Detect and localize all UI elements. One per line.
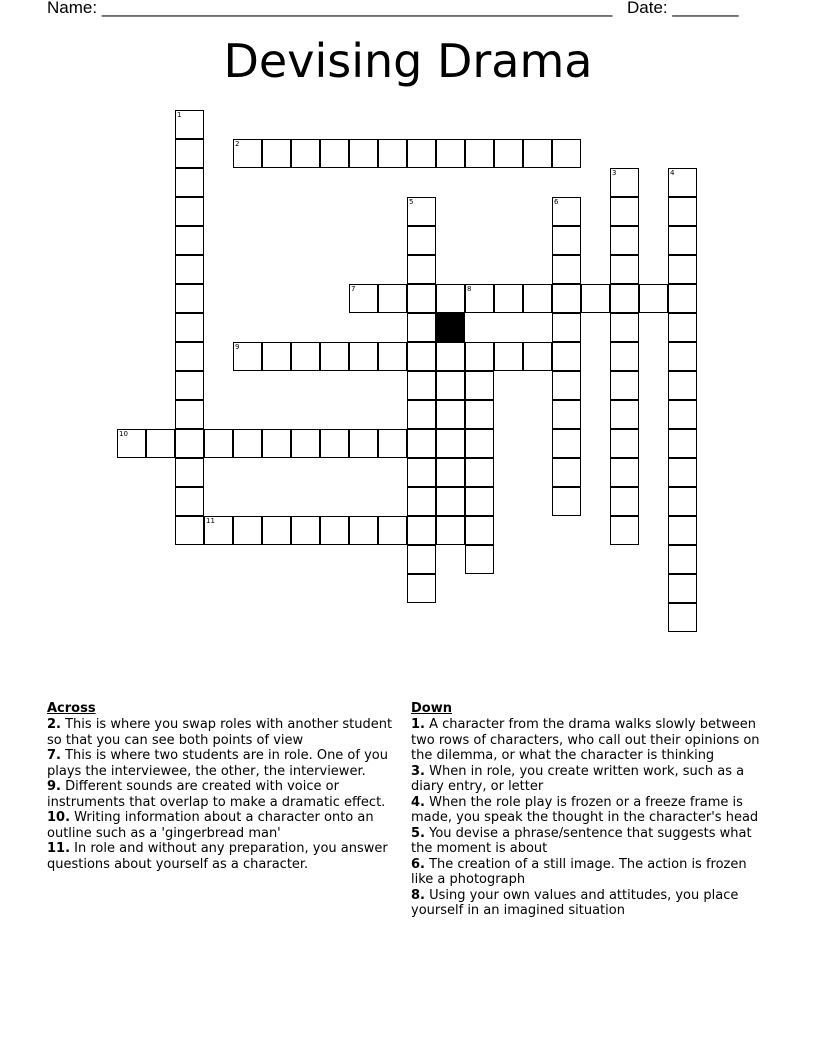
crossword-cell[interactable] [552,400,581,429]
crossword-cell[interactable] [407,371,436,400]
clue-item [47,717,407,748]
crossword-cell[interactable] [465,516,494,545]
crossword-cell[interactable] [349,139,378,168]
crossword-cell[interactable] [552,226,581,255]
crossword-cell[interactable] [436,429,465,458]
clue-number-label: 2. [47,717,61,732]
crossword-cell[interactable] [436,371,465,400]
clue-text: Different sounds are created with voice or instruments that overlap to make a dramatic effect. [47,779,386,810]
crossword-cell[interactable] [465,545,494,574]
crossword-cell[interactable] [436,458,465,487]
crossword-cell[interactable] [494,342,523,371]
crossword-cell[interactable] [291,516,320,545]
clue-number: 2 [235,140,240,148]
crossword-cell[interactable] [407,516,436,545]
crossword-cell[interactable] [668,545,697,574]
crossword-cell[interactable] [552,255,581,284]
crossword-cell[interactable] [407,429,436,458]
crossword-cell[interactable] [349,284,378,313]
crossword-cell[interactable] [668,516,697,545]
clue-number-label: 9. [47,779,61,794]
crossword-cell[interactable] [668,487,697,516]
crossword-cell[interactable] [668,603,697,632]
crossword-cell[interactable] [407,255,436,284]
crossword-cell[interactable] [465,371,494,400]
crossword-cell[interactable] [175,168,204,197]
crossword-cell[interactable] [494,139,523,168]
crossword-cell[interactable] [407,545,436,574]
clue-number-label: 5. [411,825,425,841]
clue-item [47,748,407,779]
name-label: Name: [47,0,98,17]
clue-text: In role and without any preparation, you answer questions about yourself as a character. [47,841,388,872]
crossword-cell[interactable] [436,400,465,429]
crossword-cell[interactable] [407,342,436,371]
crossword-cell[interactable] [552,487,581,516]
clue-number-label: 6. [411,856,425,872]
crossword-cell[interactable] [175,139,204,168]
crossword-cell[interactable] [668,168,697,197]
clue-number: 3 [612,169,617,177]
clue-number-label: 10. [47,810,71,825]
crossword-cell[interactable] [320,429,349,458]
crossword-cell[interactable] [436,284,465,313]
date-line[interactable]: _______ [672,0,739,17]
crossword-cell[interactable] [262,516,291,545]
crossword-cell[interactable] [465,284,494,313]
clue-text: You devise a phrase/sentence that suggests what the moment is about [411,825,752,856]
clue-number-label: 7. [47,748,61,763]
crossword-cell[interactable] [407,574,436,603]
clue-item [411,717,766,764]
clue-text: When in role, you create written work, such as a diary entry, or letter [411,763,745,794]
clue-number-label: 3. [411,763,425,779]
page-title: Devising Drama [223,34,593,88]
crossword-cell[interactable] [233,342,262,371]
crossword-cell[interactable] [552,458,581,487]
crossword-cell[interactable] [204,516,233,545]
crossword-cell[interactable] [175,255,204,284]
crossword-cell[interactable] [407,226,436,255]
clue-number-label: 4. [411,794,425,810]
crossword-cell[interactable] [639,284,668,313]
crossword-cell[interactable] [378,429,407,458]
crossword-cell[interactable] [610,284,639,313]
crossword-cell[interactable] [175,400,204,429]
crossword-cell[interactable] [552,313,581,342]
crossword-cell[interactable] [610,255,639,284]
crossword-cell[interactable] [204,429,233,458]
crossword-cell[interactable] [291,342,320,371]
crossword-cell[interactable] [233,429,262,458]
crossword-cell[interactable] [610,487,639,516]
crossword-cell[interactable] [349,516,378,545]
crossword-cell[interactable] [610,168,639,197]
down-clues [411,701,766,919]
crossword-cell[interactable] [436,516,465,545]
clue-number: 9 [235,343,240,351]
crossword-cell[interactable] [175,429,204,458]
clue-item [47,779,407,810]
crossword-cell[interactable] [320,139,349,168]
crossword-cell[interactable] [668,400,697,429]
crossword-cell[interactable] [465,458,494,487]
clue-text: This is where you swap roles with another student so that you can see both points of view [47,717,393,748]
clue-text: This is where two students are in role. One of you plays the interviewee, the other, the interviewer. [47,748,388,779]
clue-number: 5 [409,198,414,206]
crossword-cell[interactable] [175,226,204,255]
crossword-cell[interactable] [552,284,581,313]
crossword-cell[interactable] [407,400,436,429]
crossword-cell[interactable] [175,284,204,313]
name-line[interactable]: ______________________________________________________ [101,0,613,17]
clue-text: A character from the drama walks slowly between two rows of characters, who call out their opinions on the dilemma, or what the character is thinking [411,717,760,763]
crossword-cell[interactable] [175,371,204,400]
clue-text: Writing information about a character onto an outline such as a 'gingerbread man' [47,810,374,841]
crossword-cell[interactable] [407,313,436,342]
crossword-cell[interactable] [407,197,436,226]
crossword-cell[interactable] [523,139,552,168]
crossword-cell[interactable] [552,371,581,400]
clue-text: When the role play is frozen or a freeze frame is made, you speak the thought in the character's head [411,794,759,825]
clue-number: 7 [351,285,356,293]
crossword-cell[interactable] [668,284,697,313]
crossword-cell[interactable] [668,371,697,400]
crossword-cell[interactable] [175,313,204,342]
crossword-cell[interactable] [146,429,175,458]
crossword-cell[interactable] [378,284,407,313]
clue-text: Using your own values and attitudes, you place yourself in an imagined situation [411,887,739,918]
crossword-cell[interactable] [610,429,639,458]
crossword-cell[interactable] [610,226,639,255]
crossword-cell[interactable] [233,139,262,168]
crossword-cell[interactable] [465,139,494,168]
crossword-cell[interactable] [262,342,291,371]
crossword-cell[interactable] [523,342,552,371]
crossword-cell[interactable] [610,197,639,226]
crossword-cell[interactable] [407,487,436,516]
crossword-cell[interactable] [291,139,320,168]
clue-item [47,841,407,872]
crossword-cell[interactable] [552,197,581,226]
down-heading: Down [411,701,452,716]
crossword-cell[interactable] [494,284,523,313]
clue-number: 11 [206,517,215,525]
crossword-cell[interactable] [668,574,697,603]
crossword-cell[interactable] [465,487,494,516]
crossword-cell[interactable] [175,458,204,487]
crossword-cell[interactable] [668,255,697,284]
across-clues [47,701,407,872]
crossword-cell[interactable] [175,516,204,545]
crossword-cell[interactable] [668,342,697,371]
crossword-cell[interactable] [436,487,465,516]
crossword-cell[interactable] [436,139,465,168]
across-heading: Across [47,701,96,716]
crossword-cell[interactable] [407,284,436,313]
date-label: Date: [627,0,668,17]
clue-number: 1 [177,111,182,119]
crossword-cell[interactable] [291,429,320,458]
clue-item [411,826,766,857]
crossword-cell[interactable] [523,284,552,313]
clue-number-label: 11. [47,841,71,856]
clue-item [411,764,766,795]
crossword-cell[interactable] [668,226,697,255]
crossword-cell[interactable] [668,429,697,458]
crossword-cell[interactable] [610,313,639,342]
crossword-cell[interactable] [117,429,146,458]
crossword-cell[interactable] [349,342,378,371]
crossword-cell[interactable] [436,342,465,371]
crossword-cell[interactable] [378,139,407,168]
crossword-cell[interactable] [465,342,494,371]
clue-number: 10 [119,430,128,438]
black-cell [436,313,465,342]
crossword-cell[interactable] [552,139,581,168]
crossword-cell[interactable] [668,458,697,487]
crossword-cell[interactable] [262,429,291,458]
crossword-cell[interactable] [175,197,204,226]
crossword-cell[interactable] [175,342,204,371]
crossword-cell[interactable] [465,400,494,429]
crossword-cell[interactable] [378,516,407,545]
crossword-cell[interactable] [407,458,436,487]
clue-number: 4 [670,169,675,177]
crossword-cell[interactable] [349,429,378,458]
clue-item [411,795,766,826]
clue-number-label: 8. [411,887,425,903]
crossword-cell[interactable] [668,313,697,342]
crossword-cell[interactable] [233,516,262,545]
clue-item [411,857,766,888]
crossword-cell[interactable] [407,139,436,168]
crossword-cell[interactable] [610,458,639,487]
crossword-cell[interactable] [610,516,639,545]
crossword-cell[interactable] [320,516,349,545]
crossword-cell[interactable] [262,139,291,168]
clue-item [411,888,766,919]
crossword-cell[interactable] [175,487,204,516]
crossword-cell[interactable] [610,400,639,429]
crossword-cell[interactable] [175,110,204,139]
crossword-cell[interactable] [668,197,697,226]
crossword-cell[interactable] [610,342,639,371]
crossword-cell[interactable] [552,429,581,458]
crossword-cell[interactable] [610,371,639,400]
clue-item [47,810,407,841]
clue-number: 8 [467,285,472,293]
crossword-cell[interactable] [378,342,407,371]
crossword-cell[interactable] [552,342,581,371]
crossword-cell[interactable] [581,284,610,313]
crossword-cell[interactable] [320,342,349,371]
clue-number-label: 1. [411,717,425,732]
crossword-cell[interactable] [465,429,494,458]
clue-number: 6 [554,198,559,206]
clue-text: The creation of a still image. The action is frozen like a photograph [411,856,747,887]
